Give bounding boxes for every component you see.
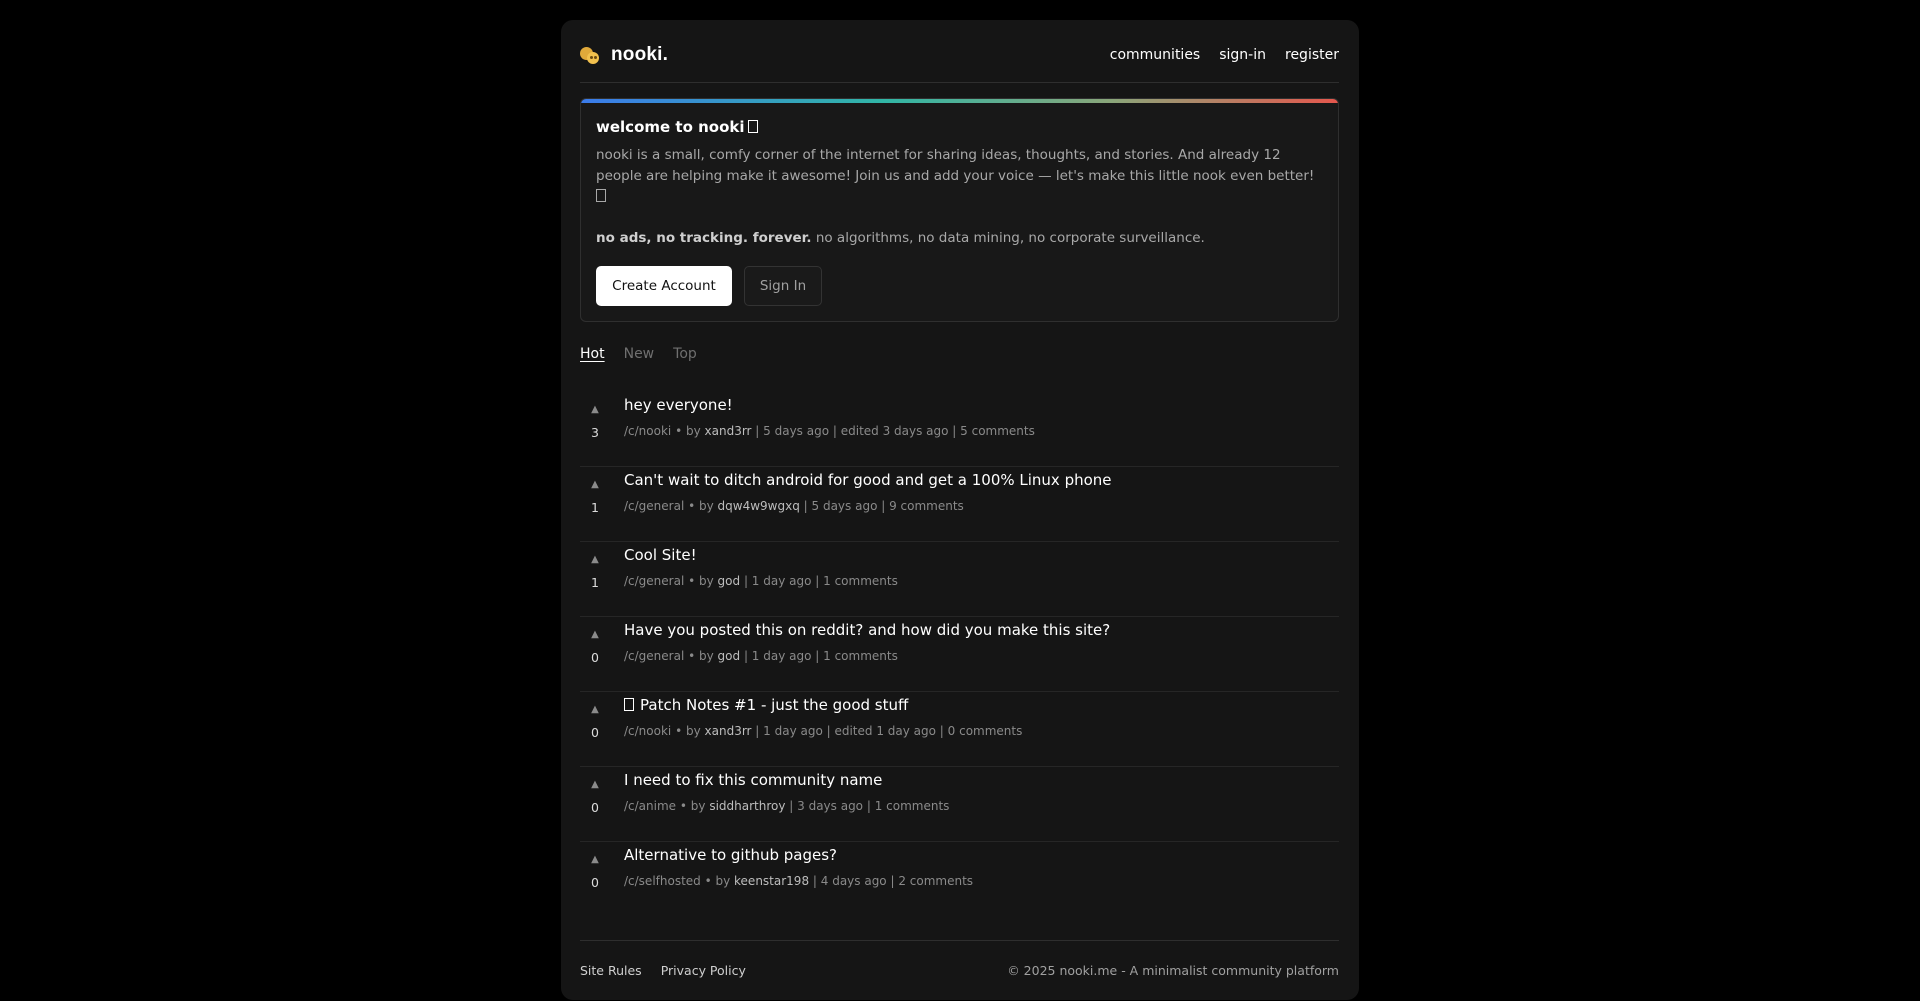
gradient-bar: [581, 99, 1338, 103]
vote-widget: [580, 404, 610, 440]
post-meta: [624, 649, 898, 663]
author-link[interactable]: dqw4w9wgxq: [717, 499, 800, 513]
site-logo[interactable]: [580, 44, 668, 66]
nav-sign-in-link[interactable]: sign-in: [1219, 47, 1266, 63]
privacy-note: [596, 230, 1205, 246]
post-details: | 1 day ago | edited 1 day ago | 0 comments: [751, 724, 1023, 738]
upvote-arrow-icon[interactable]: ▲: [591, 779, 599, 790]
upvote-arrow-icon[interactable]: ▲: [591, 629, 599, 640]
community-link[interactable]: /c/general: [624, 649, 685, 663]
vote-widget: [580, 854, 610, 890]
welcome-title-text: welcome to nooki: [596, 118, 745, 136]
post-meta: [624, 499, 964, 513]
post-details: | 5 days ago | edited 3 days ago | 5 comments: [751, 424, 1035, 438]
author-link[interactable]: god: [717, 649, 741, 663]
community-link[interactable]: /c/general: [624, 499, 685, 513]
site-header: [580, 20, 1339, 83]
emoji-placeholder-icon: [624, 698, 634, 711]
meta-by: • by: [684, 649, 718, 663]
site-logo-text[interactable]: nooki.: [611, 44, 669, 65]
meta-by: • by: [671, 424, 705, 438]
post-meta: [624, 799, 949, 813]
site-footer: [580, 940, 1339, 1001]
welcome-title: [596, 118, 758, 136]
meta-by: • by: [684, 499, 718, 513]
vote-count: 1: [591, 575, 599, 590]
upvote-arrow-icon[interactable]: ▲: [591, 554, 599, 565]
vote-count: 0: [591, 725, 599, 740]
post-title-link[interactable]: [624, 696, 908, 714]
sort-tabs: [580, 346, 697, 362]
post-title-link[interactable]: Can't wait to ditch android for good and get a 100% Linux phone: [624, 471, 1112, 489]
post-meta: [624, 874, 973, 888]
post-item: [580, 617, 1339, 692]
meta-by: • by: [684, 574, 718, 588]
author-link[interactable]: siddharthroy: [709, 799, 786, 813]
upvote-arrow-icon[interactable]: ▲: [591, 404, 599, 415]
nav-register-link[interactable]: register: [1285, 47, 1339, 63]
vote-widget: [580, 779, 610, 815]
top-nav: [1110, 47, 1339, 63]
meta-by: • by: [671, 724, 705, 738]
emoji-placeholder-icon: [596, 189, 606, 202]
author-link[interactable]: god: [717, 574, 741, 588]
emoji-face-icon: [580, 46, 602, 64]
community-link[interactable]: /c/general: [624, 574, 685, 588]
privacy-policy-link[interactable]: Privacy Policy: [660, 963, 746, 978]
privacy-note-bold: no ads, no tracking. forever.: [596, 230, 812, 246]
welcome-card: [580, 98, 1339, 322]
meta-by: • by: [676, 799, 710, 813]
site-rules-link[interactable]: Site Rules: [580, 963, 642, 978]
post-item: [580, 467, 1339, 542]
privacy-note-rest: no algorithms, no data mining, no corporate surveillance.: [811, 230, 1205, 246]
post-list: [580, 392, 1339, 916]
post-item: [580, 542, 1339, 617]
post-title-link[interactable]: Alternative to github pages?: [624, 846, 838, 864]
author-link[interactable]: xand3rr: [704, 724, 752, 738]
welcome-description-text: nooki is a small, comfy corner of the internet for sharing ideas, thoughts, and stories. And already 12 people are helping make it awesome! Join us and add your voice — let's make this little nook even better!: [596, 147, 1315, 184]
vote-count: 1: [591, 500, 599, 515]
vote-widget: [580, 554, 610, 590]
tab-new[interactable]: New: [623, 346, 655, 362]
vote-count: 0: [591, 800, 599, 815]
post-meta: [624, 424, 1035, 438]
upvote-arrow-icon[interactable]: ▲: [591, 704, 599, 715]
post-details: | 4 days ago | 2 comments: [809, 874, 974, 888]
post-item: [580, 692, 1339, 767]
post-title-link[interactable]: I need to fix this community name: [624, 771, 883, 789]
copyright-text: © 2025 nooki.me - A minimalist community platform: [1007, 963, 1339, 978]
vote-count: 0: [591, 650, 599, 665]
community-link[interactable]: /c/anime: [624, 799, 677, 813]
vote-count: 3: [591, 425, 599, 440]
post-item: [580, 392, 1339, 467]
post-item: [580, 767, 1339, 842]
post-title-link[interactable]: Have you posted this on reddit? and how did you make this site?: [624, 621, 1111, 639]
tab-top[interactable]: Top: [673, 346, 697, 362]
welcome-description: [596, 145, 1318, 208]
post-details: | 1 day ago | 1 comments: [740, 649, 898, 663]
vote-widget: [580, 629, 610, 665]
vote-widget: [580, 479, 610, 515]
vote-count: 0: [591, 875, 599, 890]
post-details: | 1 day ago | 1 comments: [740, 574, 898, 588]
author-link[interactable]: keenstar198: [734, 874, 810, 888]
author-link[interactable]: xand3rr: [704, 424, 752, 438]
upvote-arrow-icon[interactable]: ▲: [591, 854, 599, 865]
community-link[interactable]: /c/nooki: [624, 724, 672, 738]
meta-by: • by: [700, 874, 735, 888]
post-details: | 3 days ago | 1 comments: [785, 799, 950, 813]
emoji-placeholder-icon: [748, 120, 758, 133]
footer-links: [580, 963, 746, 978]
community-link[interactable]: /c/nooki: [624, 424, 672, 438]
post-meta: [624, 574, 898, 588]
nav-communities-link[interactable]: communities: [1109, 47, 1201, 63]
page-container: [561, 20, 1359, 1000]
post-item: [580, 842, 1339, 916]
post-meta: [624, 724, 1022, 738]
vote-widget: [580, 704, 610, 740]
post-title-link[interactable]: Cool Site!: [624, 546, 697, 564]
post-title-link[interactable]: hey everyone!: [624, 396, 733, 414]
community-link[interactable]: /c/selfhosted: [624, 874, 701, 888]
create-account-button[interactable]: Create Account: [596, 266, 732, 306]
tab-hot[interactable]: Hot: [580, 346, 605, 362]
post-details: | 5 days ago | 9 comments: [799, 499, 964, 513]
post-title-text[interactable]: Patch Notes #1 - just the good stuff: [640, 696, 909, 714]
sign-in-button[interactable]: Sign In: [744, 266, 822, 306]
upvote-arrow-icon[interactable]: ▲: [591, 479, 599, 490]
